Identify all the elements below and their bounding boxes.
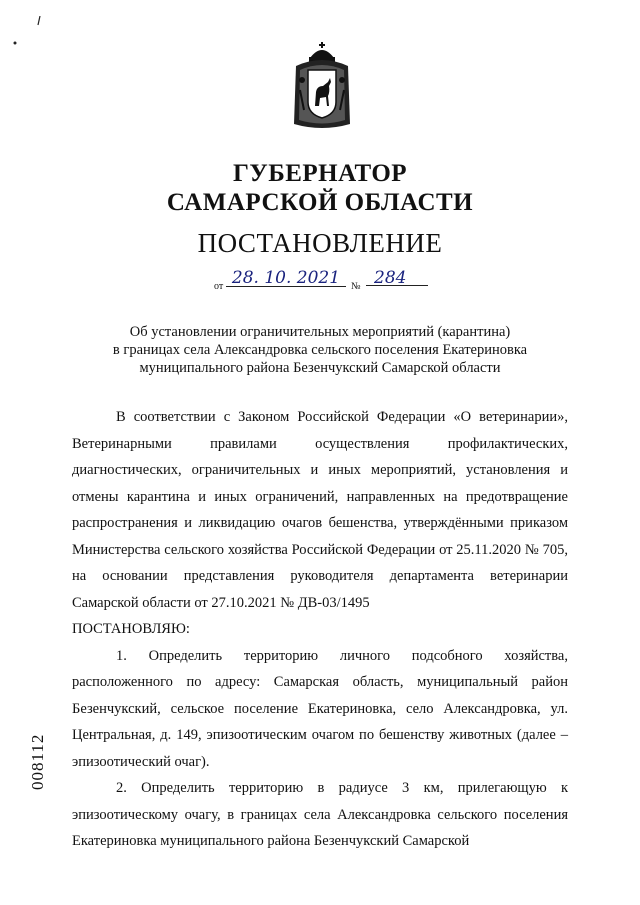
date-handwritten: 28. 10. 2021 [226, 268, 346, 287]
title-region: САМАРСКОЙ ОБЛАСТИ [166, 189, 474, 216]
number-handwritten: 284 [366, 268, 428, 286]
preamble-paragraph: В соответствии с Законом Российской Федерации «О ветеринарии», Ветеринарными правилами осуществления профилактических, диагностических, ограничительных и иных мероприятий, установления и отмены карантина и иных ограничений, направленных на предотвращение распространения и ликвидацию очагов бешенства, утверждёнными приказом Министерства сельского хозяйства Российской Федерации от 25.11.2020 № 705, на основании представления руководителя департамента ветеринарии Самарской области от 27.10.2021 № ДВ-03/1495 [72, 409, 568, 611]
document-type: ПОСТАНОВЛЕНИЕ [197, 228, 443, 258]
stray-ink-dot [12, 40, 18, 46]
body-text [72, 404, 568, 855]
item-1-paragraph: 1. Определить территорию личного подсобного хозяйства, расположенного по адресу: Самарская область, муниципальный район Безенчукский, сельское поселение Екатериновка, село Александровка, ул. Центральная, д. 149, эпизоотическим очагом по бешенству животных (далее – эпизоотический очаг). [72, 647, 568, 770]
subject-line-3: муниципального района Безенчукский Самарской области [139, 360, 501, 376]
date-prefix: от [214, 281, 224, 292]
stray-ink-mark [36, 16, 42, 26]
subject-line-2: в границах села Александровка сельского поселения Екатериновка [112, 342, 528, 358]
subject-line-1: Об установлении ограничительных мероприятий (карантина) [129, 324, 511, 340]
coat-of-arms-emblem [290, 40, 354, 132]
decree-word: ПОСТАНОВЛЯЮ: [72, 621, 190, 637]
title-governor: ГУБЕРНАТОР [232, 160, 408, 187]
margin-serial-number: 008112 [28, 733, 47, 790]
number-prefix: № [351, 281, 361, 292]
date-number-line [214, 268, 434, 296]
item-2-paragraph: 2. Определить территорию в радиусе 3 км, прилегающую к эпизоотическому очагу, в границах села Александровка сельского поселения Екатериновка муниципального района Безенчукский Самарской [72, 780, 568, 849]
